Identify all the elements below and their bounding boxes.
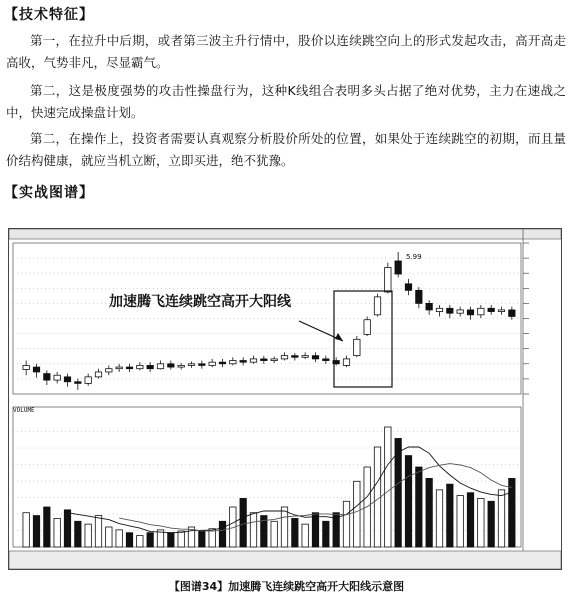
candle-body: [374, 297, 380, 315]
candle-body: [199, 364, 205, 366]
volume-bar: [416, 467, 422, 547]
candle-body: [75, 382, 81, 384]
candle-body: [33, 367, 39, 372]
volume-bar: [106, 527, 112, 547]
candle-body: [116, 367, 122, 369]
chart-canvas: [9, 229, 561, 569]
candle-body: [147, 365, 153, 368]
volume-bar: [168, 533, 174, 547]
volume-bar: [354, 481, 360, 547]
candle-body: [261, 359, 267, 361]
bottom-status-bar: [9, 551, 561, 569]
candle-body: [168, 364, 174, 367]
top-toolbar: [9, 229, 561, 239]
candle-body: [385, 267, 391, 291]
highlight-box: [334, 291, 392, 387]
annotation-label: 加速腾飞连续跳空高开大阳线: [109, 294, 291, 310]
volume-bar: [323, 521, 329, 547]
volume-bar: [405, 456, 411, 547]
candle-body: [188, 364, 194, 366]
candle-body: [364, 320, 370, 335]
volume-bar: [312, 513, 318, 547]
candle-body: [436, 308, 442, 311]
volume-bar: [147, 533, 153, 547]
volume-bar: [478, 498, 484, 547]
volume-bar: [137, 536, 143, 547]
candle-body: [395, 261, 401, 274]
candle-body: [85, 377, 91, 384]
candle-body: [426, 303, 432, 310]
candle-body: [457, 310, 463, 313]
candle-body: [126, 367, 132, 369]
candle-body: [488, 308, 494, 311]
paragraph-2: 第二，这是极度强势的攻击性操盘行为，这种K线组合表明多头占据了绝对优势，主力在速战之中，快速完成操盘计划。: [6, 83, 566, 120]
volume-bar: [116, 530, 122, 547]
candle-body: [106, 369, 112, 372]
volume-bar: [64, 510, 70, 547]
volume-bar: [75, 521, 81, 547]
volume-ma5-line: [68, 447, 512, 533]
volume-bar: [178, 531, 184, 547]
volume-bar: [426, 478, 432, 547]
figure-caption: 【图谱34】加速腾飞连续跳空高开大阳线示意图: [168, 580, 405, 593]
candle-body: [95, 372, 101, 377]
candle-body: [405, 284, 411, 291]
volume-bar: [488, 501, 494, 547]
volume-bar: [240, 498, 246, 547]
candle-body: [343, 359, 349, 366]
candle-body: [312, 356, 318, 359]
volume-bar: [343, 501, 349, 547]
candle-body: [157, 364, 163, 369]
candlestick-chart: [8, 228, 562, 570]
candle-body: [416, 290, 422, 303]
volume-bar: [199, 531, 205, 547]
candle-body: [23, 365, 29, 369]
candle-body: [467, 310, 473, 315]
volume-bar: [467, 493, 473, 547]
volume-bar: [498, 490, 504, 547]
paragraph-3: 第二，在操作上，投资者需要认真观察分析股价所处的位置，如果处于连续跳空的初期，而且量价结构健康，就应当机立断，立即买进，绝不犹豫。: [6, 131, 566, 168]
candle-body: [219, 362, 225, 364]
section-heading-features: 【技术特征】: [4, 7, 94, 23]
volume-bar: [250, 513, 256, 547]
volume-bar: [219, 521, 225, 547]
paragraph-1: 第一，在拉升中后期，或者第三波主升行情中，股价以连续跳空向上的形式发起攻击，高开高走高收，气势非凡，尽显霸气。: [6, 33, 566, 70]
candle-body: [281, 356, 287, 359]
candle-body: [54, 375, 60, 380]
candle-body: [292, 356, 298, 358]
volume-bar: [509, 478, 515, 547]
section-heading-chart: 【实战图谱】: [4, 185, 94, 201]
candle-body: [478, 308, 484, 315]
volume-bar: [85, 524, 91, 547]
candle-body: [509, 310, 515, 317]
candle-body: [64, 377, 70, 382]
volume-bar: [23, 513, 29, 547]
candle-body: [240, 361, 246, 363]
volume-bar: [302, 524, 308, 547]
volume-bar: [126, 533, 132, 547]
candle-body: [354, 339, 360, 355]
candle-body: [323, 359, 329, 361]
volume-bar: [271, 521, 277, 547]
candle-body: [178, 365, 184, 367]
candle-body: [137, 365, 143, 368]
candle-body: [447, 308, 453, 313]
volume-bar: [95, 516, 101, 547]
volume-bar: [44, 507, 50, 547]
candle-body: [271, 359, 277, 361]
candle-body: [498, 310, 504, 312]
volume-bar: [436, 490, 442, 547]
volume-title: VOLUME: [13, 407, 35, 414]
candle-body: [302, 356, 308, 358]
volume-bar: [54, 518, 60, 547]
volume-bar: [281, 507, 287, 547]
annotation-arrowhead: [335, 333, 343, 341]
high-price-label: 5.99: [406, 253, 422, 261]
volume-bar: [457, 496, 463, 547]
candle-body: [209, 362, 215, 365]
volume-bar: [385, 427, 391, 547]
candle-body: [44, 374, 50, 381]
volume-bar: [292, 518, 298, 547]
volume-bar: [33, 516, 39, 547]
candle-body: [230, 361, 236, 364]
candle-body: [250, 359, 256, 362]
volume-bar: [447, 484, 453, 547]
